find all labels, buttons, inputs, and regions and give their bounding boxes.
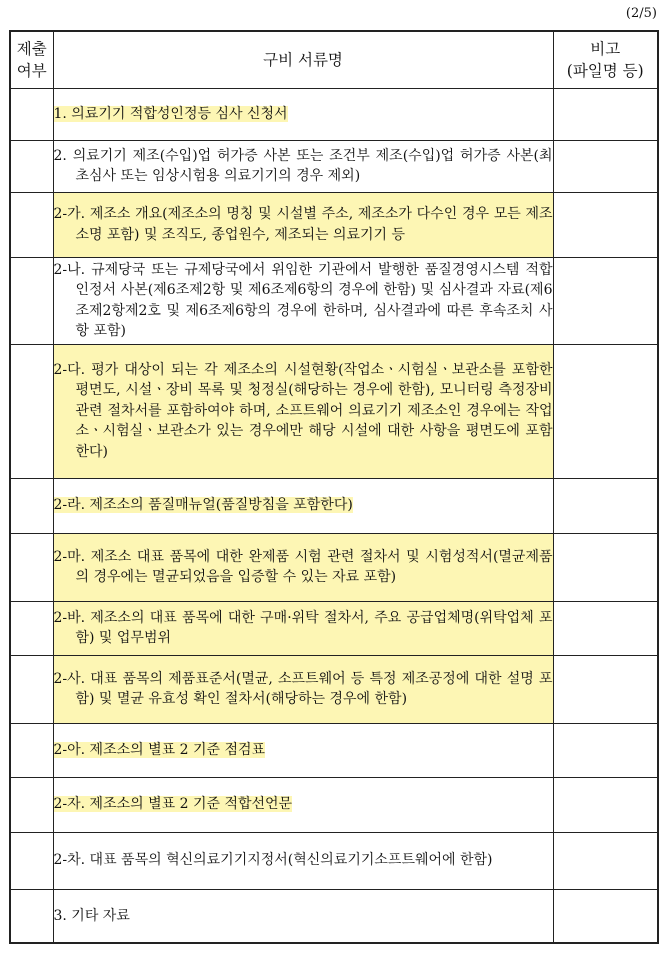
note-cell[interactable] (553, 257, 658, 344)
note-cell[interactable] (553, 533, 658, 601)
submit-checkbox-cell[interactable] (10, 889, 53, 943)
submit-checkbox-cell[interactable] (10, 723, 53, 777)
note-cell[interactable] (553, 88, 658, 140)
table-row (10, 257, 658, 344)
doc-item-text: 2-가. 제조소 개요(제조소의 명칭 및 시설별 주소, 제조소가 다수인 경우 모든 제조소명 포함) 및 조직도, 종업원수, 제조되는 의료기기 등 (53, 206, 553, 243)
note-cell[interactable] (553, 192, 658, 257)
doc-item-text: 2-라. 제조소의 품질매뉴얼(품질방침을 포함한다) (53, 497, 353, 514)
submit-checkbox-cell[interactable] (10, 533, 53, 601)
doc-item-text: 2-나. 규제당국 또는 규제당국에서 위임한 기관에서 발행한 품질경영시스템 적합인정서 사본(제6조제2항 및 제6조제6항의 경우에 한함) 및 심사결과 자료(제6조제2항제2호 및 제6조제6항의 경우에 한하며, 심사결과에 따른 후속조치 사항 포함) (53, 261, 553, 339)
doc-item-text: 2-자. 제조소의 별표 2 기준 적합선언문 (53, 796, 293, 813)
doc-item-text: 2-바. 제조소의 대표 품목에 대한 구매·위탁 절차서, 주요 공급업체명(위탁업체 포함) 및 업무범위 (53, 609, 553, 646)
doc-item-text: 2-사. 대표 품목의 제품표준서(멸균, 소프트웨어 등 특정 제조공정에 대한 설명 포함) 및 멸균 유효성 확인 절차서(해당하는 경우에 한함) (53, 670, 553, 707)
table-row (10, 832, 658, 889)
table-row (10, 777, 658, 832)
doc-item-cell (53, 344, 553, 478)
document-checklist-table (9, 30, 659, 944)
doc-item-cell (53, 723, 553, 777)
table-row (10, 140, 658, 192)
doc-item-text: 2-차. 대표 품목의 혁신의료기기지정서(혁신의료기기소프트웨어에 한함) (53, 852, 493, 869)
table-row (10, 478, 658, 533)
note-cell[interactable] (553, 478, 658, 533)
table-row (10, 889, 658, 943)
submit-checkbox-cell[interactable] (10, 777, 53, 832)
table-row (10, 533, 658, 601)
table-row (10, 655, 658, 723)
submit-checkbox-cell[interactable] (10, 140, 53, 192)
doc-item-text: 2-다. 평가 대상이 되는 각 제조소의 시설현황(작업소ㆍ시험실ㆍ보관소를 포함한 평면도, 시설ㆍ장비 목록 및 청정실(해당하는 경우에 한함), 모니터링 측정장비 관련 절차서를 포함하여야 하며, 소프트웨어 의료기기 제조소인 경우에는 작업소ㆍ시험실ㆍ보관소가 있는 경우에만 해당 시설에 대한 사항을 평면도에 포함한다) (53, 361, 553, 460)
doc-item-cell (53, 889, 553, 943)
doc-item-cell (53, 88, 553, 140)
doc-item-text: 2-아. 제조소의 별표 2 기준 점검표 (53, 741, 266, 758)
submit-status-header (10, 31, 53, 88)
submit-header-line1: 제출 (16, 39, 47, 58)
submit-checkbox-cell[interactable] (10, 601, 53, 655)
page-number: (2/5) (625, 6, 657, 21)
doc-item-text: 3. 기타 자료 (53, 907, 130, 924)
table-row (10, 88, 658, 140)
note-cell[interactable] (553, 777, 658, 832)
note-header-line2: (파일명 등) (566, 61, 644, 80)
doc-item-text: 2-마. 제조소 대표 품목에 대한 완제품 시험 관련 절차서 및 시험성적서(멸균제품의 경우에는 멸균되었음을 입증할 수 있는 자료 포함) (53, 548, 553, 585)
doc-item-cell (53, 777, 553, 832)
submit-checkbox-cell[interactable] (10, 88, 53, 140)
doc-item-cell (53, 601, 553, 655)
note-header (553, 31, 658, 88)
note-cell[interactable] (553, 832, 658, 889)
submit-checkbox-cell[interactable] (10, 478, 53, 533)
submit-checkbox-cell[interactable] (10, 257, 53, 344)
doc-name-header: 구비 서류명 (53, 31, 553, 88)
doc-item-cell (53, 533, 553, 601)
doc-item-text: 2. 의료기기 제조(수입)업 허가증 사본 또는 조건부 제조(수입)업 허가증 사본(최초심사 또는 임상시험용 의료기기의 경우 제외) (53, 147, 553, 184)
note-cell[interactable] (553, 140, 658, 192)
doc-item-cell (53, 257, 553, 344)
doc-item-text: 1. 의료기기 적합성인정등 심사 신청서 (53, 105, 288, 122)
note-cell[interactable] (553, 344, 658, 478)
doc-item-cell (53, 832, 553, 889)
submit-checkbox-cell[interactable] (10, 192, 53, 257)
doc-item-cell (53, 655, 553, 723)
submit-header-line2: 여부 (16, 61, 47, 80)
note-cell[interactable] (553, 655, 658, 723)
table-row (10, 723, 658, 777)
doc-item-cell (53, 192, 553, 257)
table-row (10, 344, 658, 478)
table-row (10, 601, 658, 655)
note-cell[interactable] (553, 601, 658, 655)
note-header-line1: 비고 (590, 39, 621, 58)
submit-checkbox-cell[interactable] (10, 832, 53, 889)
table-row (10, 192, 658, 257)
note-cell[interactable] (553, 889, 658, 943)
header-row (10, 31, 658, 88)
doc-item-cell (53, 140, 553, 192)
note-cell[interactable] (553, 723, 658, 777)
submit-checkbox-cell[interactable] (10, 344, 53, 478)
submit-checkbox-cell[interactable] (10, 655, 53, 723)
doc-item-cell (53, 478, 553, 533)
